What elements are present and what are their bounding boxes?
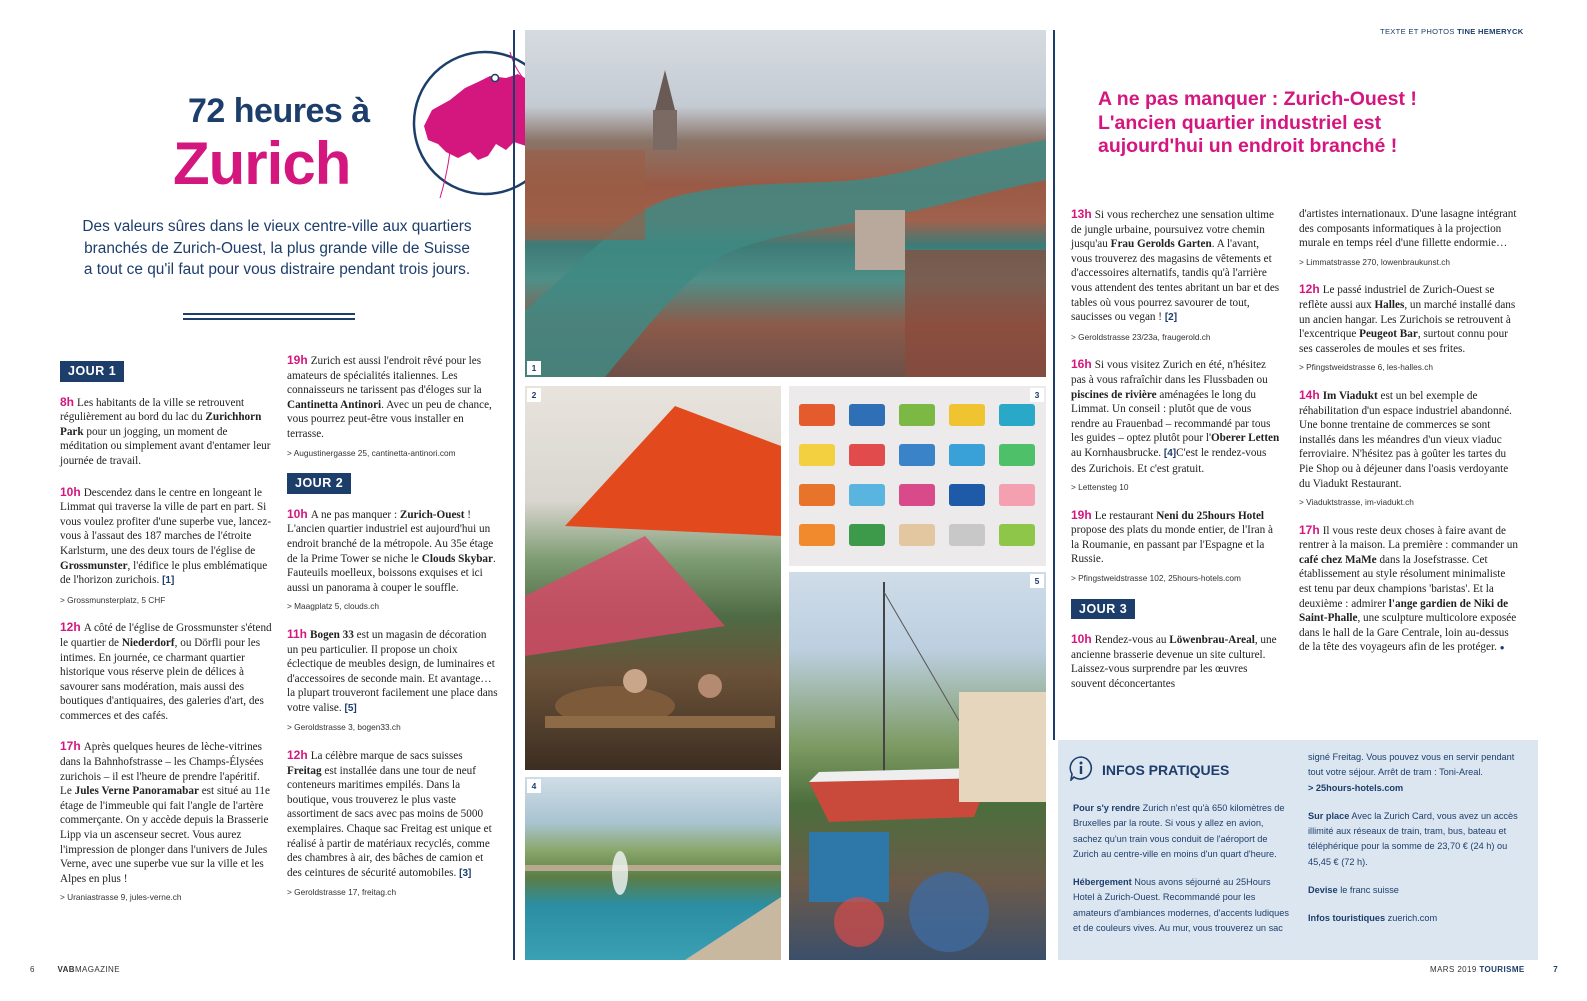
jour-1-label: JOUR 1 xyxy=(60,361,124,382)
ref-antinori: > Augustinergasse 25, cantinetta-antinori.com xyxy=(287,447,456,458)
jour-3-label: JOUR 3 xyxy=(1071,599,1135,620)
column-3 xyxy=(1071,207,1281,696)
photo-5-garden-boat xyxy=(789,572,1046,960)
section-name: TOURISME xyxy=(1479,965,1525,974)
info-col-left xyxy=(1073,801,1293,949)
ref-25hours: > Pfingstweidstrasse 102, 25hours-hotels.com xyxy=(1071,573,1241,584)
info-hotel-link[interactable]: > 25hours-hotels.com xyxy=(1308,782,1404,793)
entry-11h: 11h Bogen 33 est un magasin de décoration un peu particulier. Il propose un choix éclectique de meubles design, de luminaires et d'accessoires de seconde main. Et avantage… la plupart trouveront facilement une place dans votre valise. [5] xyxy=(287,626,498,714)
entry-lowenbrau-cont: d'artistes internationaux. D'une lasagne intégrant des composants informatiques à la projection murale en temps réel d'une fillette endormie… xyxy=(1299,208,1517,250)
entry-17h-day3: 17h Il vous reste deux choses à faire avant de rentrer à la maison. La première : commander un café chez MaMe dans la Josefstrasse. Cet établissement au style résolument minimaliste est tenu par deux champions 'baristas'. Et la deuxième : admirer l'ange gardien de Niki de Saint-Phalle, une sculpture multicolore exposée dans le hall de la Gare Centrale, loin au-dessus de la tête des voyageurs afin de les protéger. ● xyxy=(1299,522,1518,654)
info-icon xyxy=(1068,755,1094,781)
title-line1: 72 heures à xyxy=(188,92,370,130)
credits-name: TINE HEMERYCK xyxy=(1457,27,1524,36)
info-lodging-cont: signé Freitag. Vous pouvez vous en servir pendant tout votre séjour. Arrêt de tram : Toni-Areal. xyxy=(1308,752,1515,778)
info-title: INFOS PRATIQUES xyxy=(1102,762,1230,778)
footer-right xyxy=(1430,965,1558,974)
photo-3-freitag-bags xyxy=(789,386,1046,566)
footer-left xyxy=(30,965,120,974)
issue-date: MARS 2019 xyxy=(1430,965,1477,974)
entry-12h-day3: 12h Le passé industriel de Zurich-Ouest se reflète aussi aux Halles, un marché installé dans un ancien hangar. Les Zurichois se retrouvent à l'excentrique Peugeot Bar, surtout connu pour ses casseroles de moules et ses frites. xyxy=(1299,282,1516,355)
ref-fraugerold: > Geroldstrasse 23/23a, fraugerold.ch xyxy=(1071,331,1211,342)
page-number-left: 6 xyxy=(30,965,35,974)
entry-13h: 13h Si vous recherchez une sensation ultime de jungle urbaine, poursuivez votre chemin jusqu'au Frau Gerolds Garten. A l'avant, vous trouverez des magasins de vêtements et d'accessoires alternatifs, tandis qu'à l'arrière vous attendent des tentes abritant un bar et des tables où vous pourrez savourer de tout, saucisses ou vegan ! [2] xyxy=(1071,207,1280,324)
info-tourism: Infos touristiques zuerich.com xyxy=(1308,913,1438,924)
ref-lowenbrau: > Limmatstrasse 270, lowenbraukunst.ch xyxy=(1299,256,1451,267)
ref-halles: > Pfingstweidstrasse 6, les-halles.ch xyxy=(1299,362,1433,373)
magazine-name: MAGAZINE xyxy=(74,965,120,974)
entry-10h-day2: 10h A ne pas manquer : Zurich-Ouest ! L'ancien quartier industriel est aujourd'hui un endroit branché de la métropole. Au 35e étage de la Prime Tower se niche le Clouds Skybar. Fauteuils moelleux, boissons exquises et ici aussi un panorama à couper le souffle. xyxy=(287,506,496,594)
photo-number-2: 2 xyxy=(527,388,541,402)
entry-10h-day3: 10h Rendez-vous au Löwenbrau-Areal, une ancienne brasserie devenue un site culturel. Laissez-vous surprendre par les œuvres souvent déconcertantes xyxy=(1071,632,1277,691)
photo-number-5: 5 xyxy=(1030,574,1044,588)
photo-2-frau-gerolds-garten xyxy=(525,386,781,770)
entry-10h: 10h Descendez dans le centre en longeant le Limmat qui traverse la ville de part en part. Si vous voulez profiter d'une superbe vue, lancez-vous à l'assaut des 187 marches de l'étroite Karlsturm, une des deux tours de l'église de Grossmunster, l'édifice le plus emblématique de l'horizon zurichois. [1] xyxy=(60,484,272,587)
entry-16h: 16h Si vous visitez Zurich en été, n'hésitez pas à vous rafraîchir dans les Flussbaden ou piscines de rivière aménagées le long du Limmat. Un conseil : plutôt que de vous rendre au Frauenbad – recommandé par tous les guides – optez plutôt pour l'Oberer Letten au Kornhausbrucke. [4]C'est le rendez-vous des Zurichois. Et c'est gratuit. xyxy=(1071,357,1280,475)
entry-14h: 14h Im Viadukt est un bel exemple de réhabilitation d'un espace industriel abandonné. Une bonne trentaine de commerces se sont installés dans les méandres d'un vieux viaduc ferroviaire. N'hésitez pas à goûter les tartes du Pie Shop ou à déjeuner dans l'oasis verdoyante du Viadukt Restaurant. xyxy=(1299,387,1512,490)
entry-12h-day2: 12h La célèbre marque de sacs suisses Freitag est installée dans une tour de neuf conteneurs maritimes empilés. Dans la boutique, vous trouverez le plus vaste assortiment de sacs avec pas moins de 5000 exemplaires. Chaque sac Freitag est unique et réalisé à partir de matériaux recyclés, comme des chambres à air, des bâches de camion et des ceintures de sécurité automobiles. [3] xyxy=(287,748,492,879)
pull-quote: A ne pas manquer : Zurich-Ouest ! L'ancien quartier industriel est aujourd'hui un endroit branché ! xyxy=(1098,88,1417,157)
ref-freitag: > Geroldstrasse 17, freitag.ch xyxy=(287,887,397,898)
ref-clouds: > Maagplatz 5, clouds.ch xyxy=(287,601,380,612)
entry-8h: 8h Les habitants de la ville se retrouvent régulièrement au bord du lac du Zurichhorn Park pour un jogging, un moment de méditation ou simplement avant d'entamer leur journée de travail. xyxy=(60,394,271,467)
photo-1-zurich-aerial xyxy=(525,30,1046,377)
entry-12h: 12h A côté de l'église de Grossmunster s'étend le quartier de Niederdorf, ou Dörfli pour les intimes. En journée, ce charmant quartier historique vous réserve plein de délices à savourer sans modération, mais aussi des boutiques d'antiquaires, des galeries d'art, des commerces et des cafés. xyxy=(60,620,272,722)
entry-19h-day2: 19h Le restaurant Neni du 25hours Hotel propose des plats du monde entier, de l'Iran à la Roumanie, en passant par l'Espagne et la Russie. xyxy=(1071,507,1273,566)
magazine-name-bold: VAB xyxy=(57,965,75,974)
ref-bogen33: > Geroldstrasse 3, bogen33.ch xyxy=(287,722,401,733)
entry-17h: 17h Après quelques heures de lèche-vitrines dans la Bahnhofstrasse – les Champs-Élysées zurichois – il est l'heure de prendre l'apéritif. Le Jules Verne Panoramabar est situé au 11e étage de l'immeuble qui fait l'angle de l'artère commerçante. On y accède depuis la Brasserie Lipp via un ascenseur secret. Vous aurez l'impression de plonger dans l'univers de Jules Verne, avec une superbe vue sur la ville et les Alpes en plus ! xyxy=(60,739,270,885)
intro-divider-2 xyxy=(183,318,355,320)
photo-number-1: 1 xyxy=(527,361,541,375)
credits-label: TEXTE ET PHOTOS xyxy=(1380,27,1455,36)
page-number-right: 7 xyxy=(1553,965,1559,974)
divider-left xyxy=(513,30,515,960)
info-transport: Pour s'y rendre Zurich n'est qu'à 650 kilomètres de Bruxelles par la route. Si vous y allez en avion, sachez qu'un train vous conduit de l'aéroport de Zurich au centre-ville en moins d'un quart d'heure. xyxy=(1073,803,1285,859)
ref-lettensteg: > Lettensteg 10 xyxy=(1071,482,1129,493)
column-1 xyxy=(60,361,272,918)
info-box xyxy=(1058,740,1538,960)
intro-divider xyxy=(183,313,355,315)
entry-19h: 19h Zurich est aussi l'endroit rêvé pour les amateurs de spécialités italiennes. Les connaisseurs ne tarissent pas d'éloges sur la Cantinetta Antinori. Avec un peu de chance, vous pourrez peut-être vous installer en terrasse. xyxy=(287,353,492,440)
intro-text: Des valeurs sûres dans le vieux centre-ville aux quartiers branchés de Zurich-Ouest, la plus grande ville de Suisse a tout ce qu'il faut pour vous distraire pendant trois jours. xyxy=(82,218,472,278)
info-lodging: Hébergement Nous avons séjourné au 25Hours Hotel à Zurich-Ouest. Recommandé pour les amateurs d'ambiances modernes, d'accents ludiques et de couleurs vives. Au mur, vous trouverez un sac xyxy=(1073,877,1289,934)
column-4 xyxy=(1299,207,1519,660)
ref-viadukt: > Viaduktstrasse, im-viadukt.ch xyxy=(1299,497,1414,508)
ref-grossmunster: > Grossmunsterplatz, 5 CHF xyxy=(60,594,166,605)
info-on-site: Sur place Avec la Zurich Card, vous avez un accès illimité aux réseaux de train, tram, bus, bateau et téléphérique pour la somme de 23,70 € (24 h) ou 45,45 € (72 h). xyxy=(1308,810,1518,867)
info-currency: Devise le franc suisse xyxy=(1308,885,1399,896)
column-2 xyxy=(287,353,499,913)
divider-right xyxy=(1053,30,1055,740)
photo-number-4: 4 xyxy=(527,779,541,793)
info-col-right xyxy=(1308,750,1528,940)
photo-4-river-bath xyxy=(525,777,781,960)
credits xyxy=(1380,27,1524,36)
jour-2-label: JOUR 2 xyxy=(287,473,351,494)
title-line2: Zurich xyxy=(173,130,351,197)
ref-jules-verne: > Uraniastrasse 9, jules-verne.ch xyxy=(60,892,182,903)
photo-number-3: 3 xyxy=(1030,388,1044,402)
